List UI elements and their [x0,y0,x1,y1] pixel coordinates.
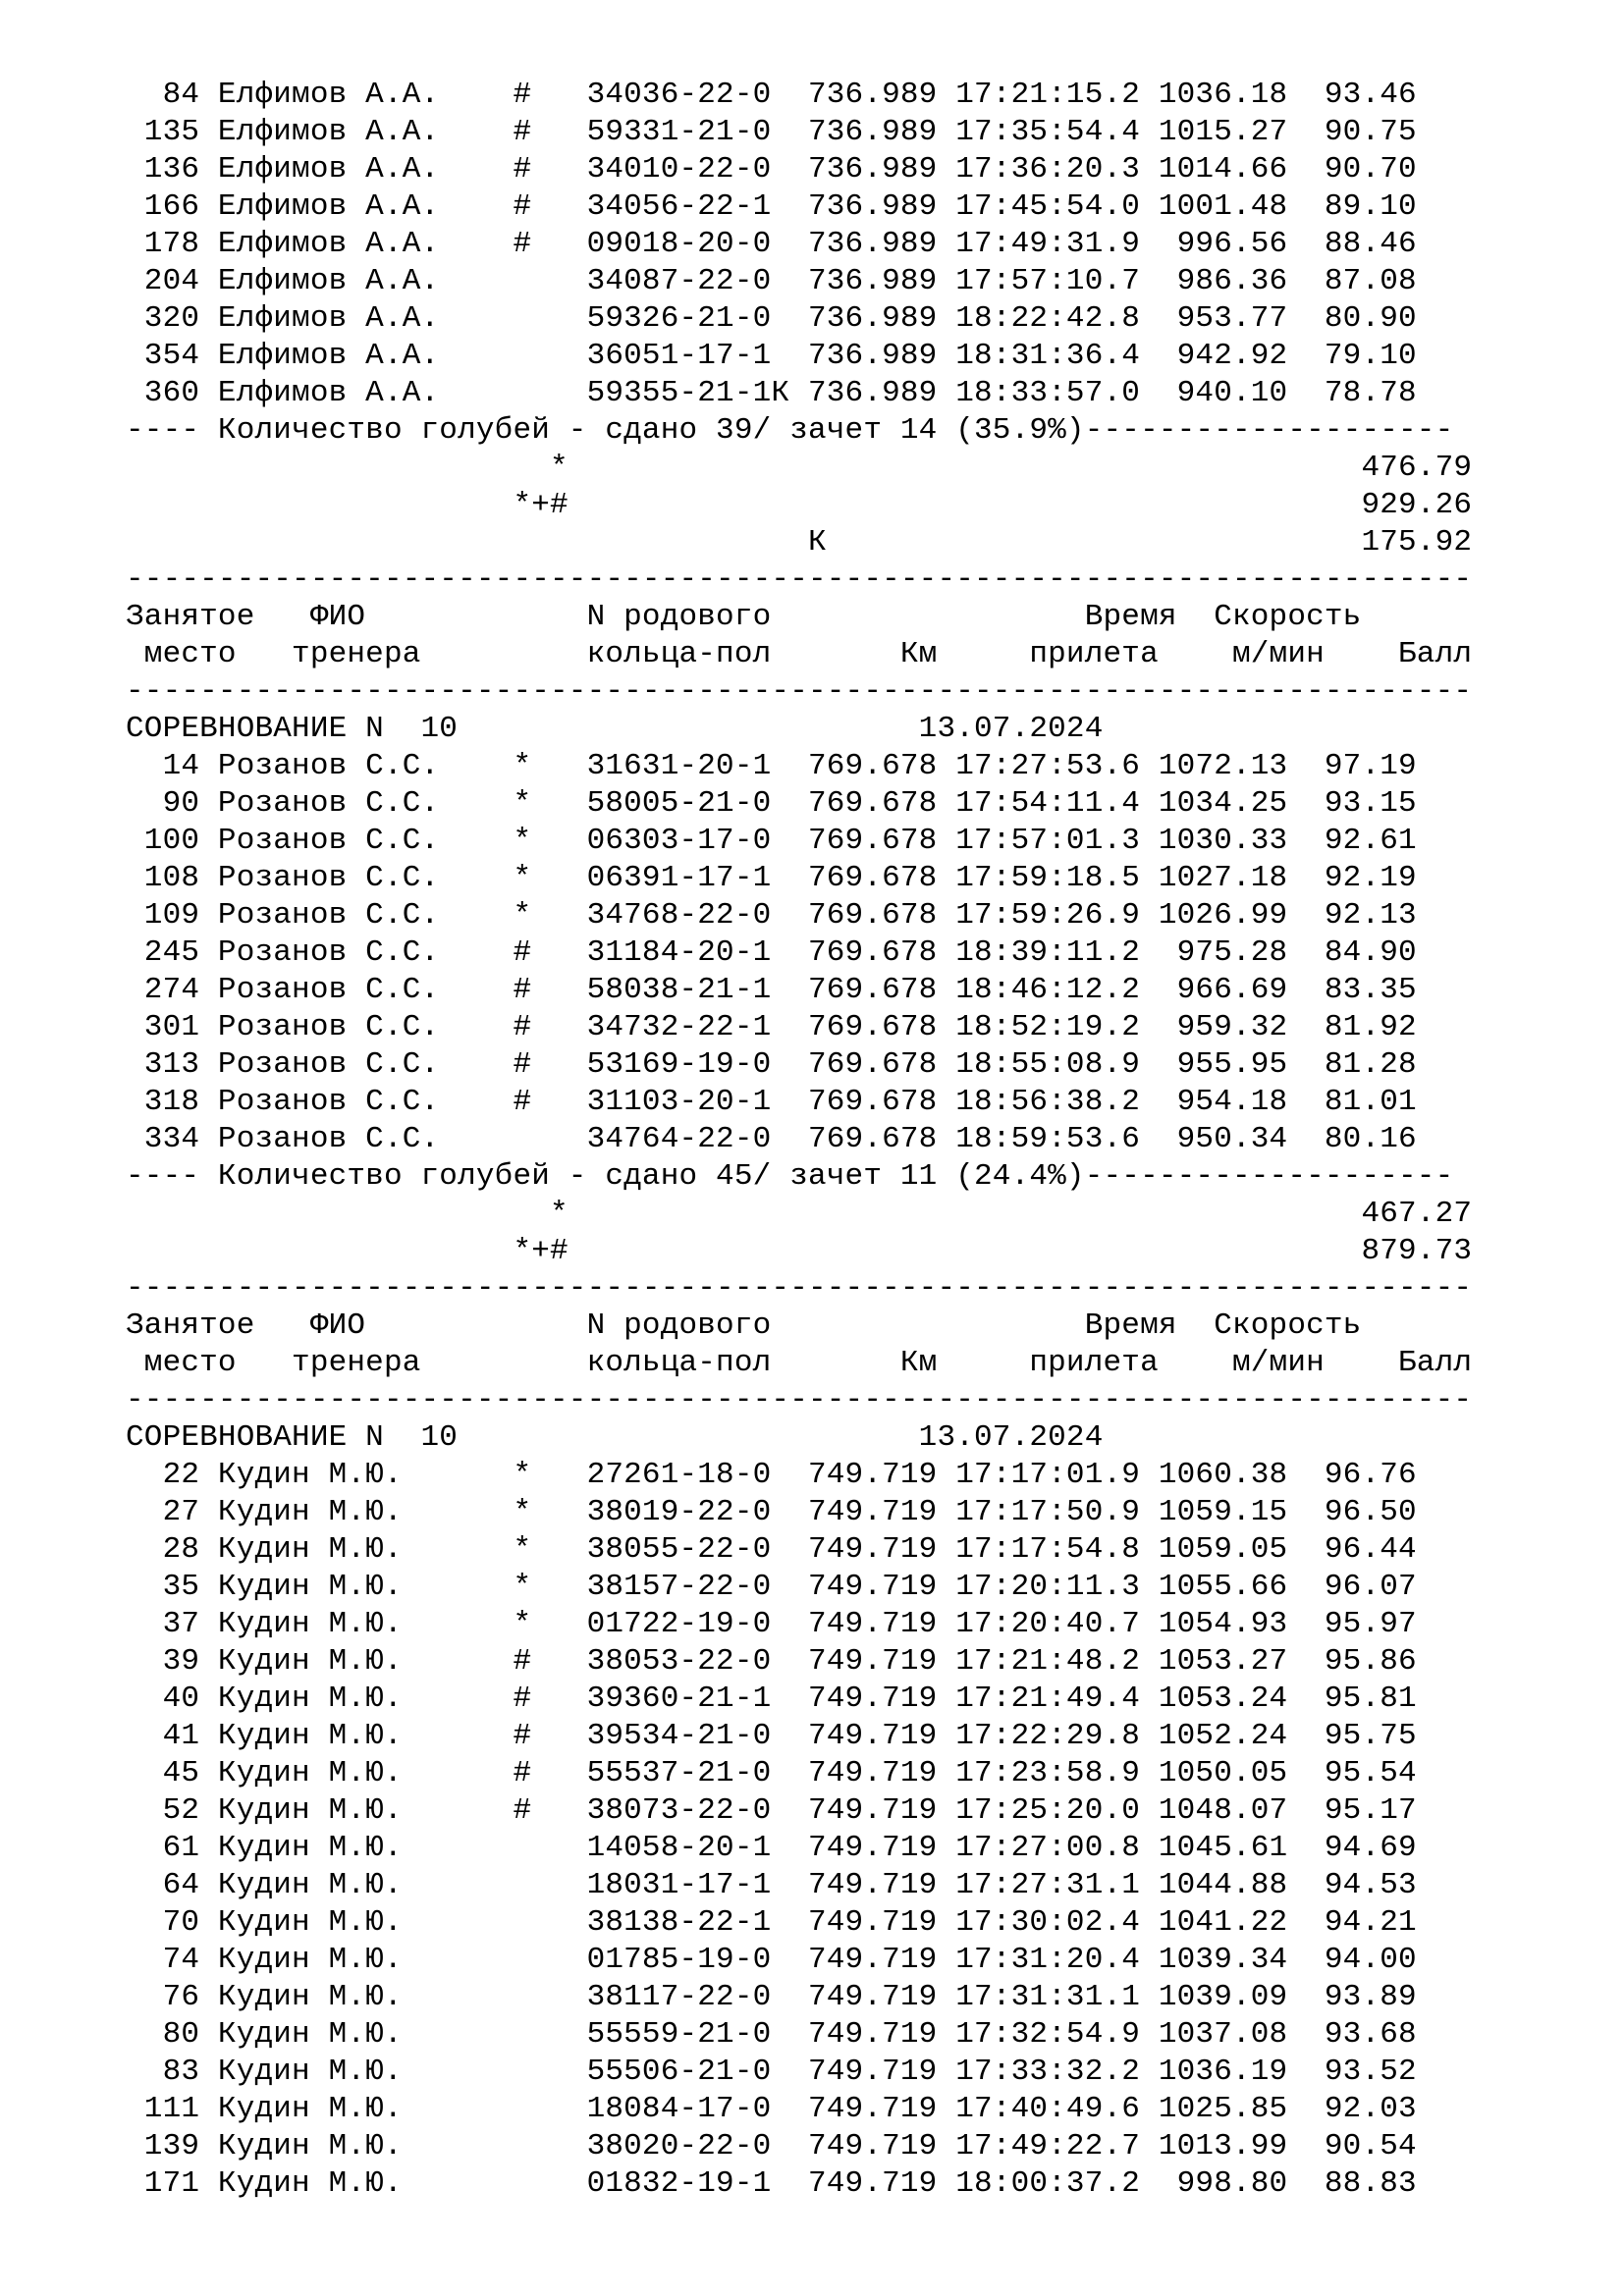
result-row: 52 Кудин М.Ю. # 38073-22-0 749.719 17:25:20.0 1048.07 95.17 [126,1793,1417,1828]
total-line: *+# 929.26 [126,488,1473,522]
summary-line: ---- Количество голубей - сдано 45/ зачет 11 (24.4%)-------------------- [126,1159,1454,1194]
result-row: 28 Кудин М.Ю. * 38055-22-0 749.719 17:17:54.8 1059.05 96.44 [126,1532,1417,1567]
result-row: 40 Кудин М.Ю. # 39360-21-1 749.719 17:21:49.4 1053.24 95.81 [126,1682,1417,1716]
table-header-line-1: Занятое ФИО N родового Время Скорость [126,600,1362,634]
competition-title: СОРЕВНОВАНИЕ N 10 13.07.2024 [126,712,1104,746]
result-row: 45 Кудин М.Ю. # 55537-21-0 749.719 17:23:58.9 1050.05 95.54 [126,1756,1417,1790]
results-document [126,77,1472,2203]
result-row: 74 Кудин М.Ю. 01785-19-0 749.719 17:31:20.4 1039.34 94.00 [126,1943,1417,1977]
result-row: 301 Розанов С.С. # 34732-22-1 769.678 18:52:19.2 959.32 81.92 [126,1010,1417,1044]
result-row: 70 Кудин М.Ю. 38138-22-1 749.719 17:30:02.4 1041.22 94.21 [126,1905,1417,1940]
result-row: 204 Елфимов А.А. 34087-22-0 736.989 17:57:10.7 986.36 87.08 [126,264,1417,298]
result-row: 274 Розанов С.С. # 58038-21-1 769.678 18:46:12.2 966.69 83.35 [126,973,1417,1007]
result-row: 80 Кудин М.Ю. 55559-21-0 749.719 17:32:54.9 1037.08 93.68 [126,2017,1417,2052]
result-row: 111 Кудин М.Ю. 18084-17-0 749.719 17:40:49.6 1025.85 92.03 [126,2092,1417,2126]
result-row: 27 Кудин М.Ю. * 38019-22-0 749.719 17:17:50.9 1059.15 96.50 [126,1495,1417,1529]
result-row: 90 Розанов С.С. * 58005-21-0 769.678 17:54:11.4 1034.25 93.15 [126,786,1417,821]
result-row: 39 Кудин М.Ю. # 38053-22-0 749.719 17:21:48.2 1053.27 95.86 [126,1644,1417,1679]
result-row: 318 Розанов С.С. # 31103-20-1 769.678 18:56:38.2 954.18 81.01 [126,1085,1417,1119]
result-row: 360 Елфимов А.А. 59355-21-1К 736.989 18:33:57.0 940.10 78.78 [126,376,1417,410]
total-line: К 175.92 [126,525,1473,560]
result-row: 136 Елфимов А.А. # 34010-22-0 736.989 17:36:20.3 1014.66 90.70 [126,152,1417,187]
table-header-line-2: место тренера кольца-пол Км прилета м/мин Балл [126,637,1473,671]
table-header-line-2: место тренера кольца-пол Км прилета м/мин Балл [126,1346,1473,1380]
result-row: 37 Кудин М.Ю. * 01722-19-0 749.719 17:20:40.7 1054.93 95.97 [126,1607,1417,1641]
result-row: 166 Елфимов А.А. # 34056-22-1 736.989 17:45:54.0 1001.48 89.10 [126,189,1417,224]
total-line: * 467.27 [126,1197,1473,1231]
result-row: 354 Елфимов А.А. 36051-17-1 736.989 18:31:36.4 942.92 79.10 [126,339,1417,373]
result-row: 64 Кудин М.Ю. 18031-17-1 749.719 17:27:31.1 1044.88 94.53 [126,1868,1417,1902]
result-row: 139 Кудин М.Ю. 38020-22-0 749.719 17:49:22.7 1013.99 90.54 [126,2129,1417,2163]
result-row: 84 Елфимов А.А. # 34036-22-0 736.989 17:21:15.2 1036.18 93.46 [126,78,1417,112]
separator-line: ------------------------------------------------------------------------- [126,1383,1473,1417]
result-row: 334 Розанов С.С. 34764-22-0 769.678 18:59:53.6 950.34 80.16 [126,1122,1417,1156]
result-row: 135 Елфимов А.А. # 59331-21-0 736.989 17:35:54.4 1015.27 90.75 [126,115,1417,149]
result-row: 76 Кудин М.Ю. 38117-22-0 749.719 17:31:31.1 1039.09 93.89 [126,1980,1417,2014]
result-row: 245 Розанов С.С. # 31184-20-1 769.678 18:39:11.2 975.28 84.90 [126,935,1417,970]
result-row: 41 Кудин М.Ю. # 39534-21-0 749.719 17:22:29.8 1052.24 95.75 [126,1719,1417,1753]
competition-title: СОРЕВНОВАНИЕ N 10 13.07.2024 [126,1420,1104,1455]
separator-line: ------------------------------------------------------------------------- [126,1271,1473,1306]
result-row: 83 Кудин М.Ю. 55506-21-0 749.719 17:33:32.2 1036.19 93.52 [126,2055,1417,2089]
result-row: 320 Елфимов А.А. 59326-21-0 736.989 18:22:42.8 953.77 80.90 [126,301,1417,336]
total-line: *+# 879.73 [126,1234,1473,1268]
separator-line: ------------------------------------------------------------------------- [126,562,1473,597]
result-row: 100 Розанов С.С. * 06303-17-0 769.678 17:57:01.3 1030.33 92.61 [126,824,1417,858]
result-row: 171 Кудин М.Ю. 01832-19-1 749.719 18:00:37.2 998.80 88.83 [126,2166,1417,2201]
result-row: 22 Кудин М.Ю. * 27261-18-0 749.719 17:17:01.9 1060.38 96.76 [126,1458,1417,1492]
result-row: 35 Кудин М.Ю. * 38157-22-0 749.719 17:20:11.3 1055.66 96.07 [126,1570,1417,1604]
result-row: 61 Кудин М.Ю. 14058-20-1 749.719 17:27:00.8 1045.61 94.69 [126,1831,1417,1865]
total-line: * 476.79 [126,451,1473,485]
result-row: 178 Елфимов А.А. # 09018-20-0 736.989 17:49:31.9 996.56 88.46 [126,227,1417,261]
table-header-line-1: Занятое ФИО N родового Время Скорость [126,1308,1362,1343]
result-row: 313 Розанов С.С. # 53169-19-0 769.678 18:55:08.9 955.95 81.28 [126,1047,1417,1082]
separator-line: ------------------------------------------------------------------------- [126,674,1473,709]
summary-line: ---- Количество голубей - сдано 39/ зачет 14 (35.9%)-------------------- [126,413,1454,448]
result-row: 14 Розанов С.С. * 31631-20-1 769.678 17:27:53.6 1072.13 97.19 [126,749,1417,783]
result-row: 108 Розанов С.С. * 06391-17-1 769.678 17:59:18.5 1027.18 92.19 [126,861,1417,895]
result-row: 109 Розанов С.С. * 34768-22-0 769.678 17:59:26.9 1026.99 92.13 [126,898,1417,933]
